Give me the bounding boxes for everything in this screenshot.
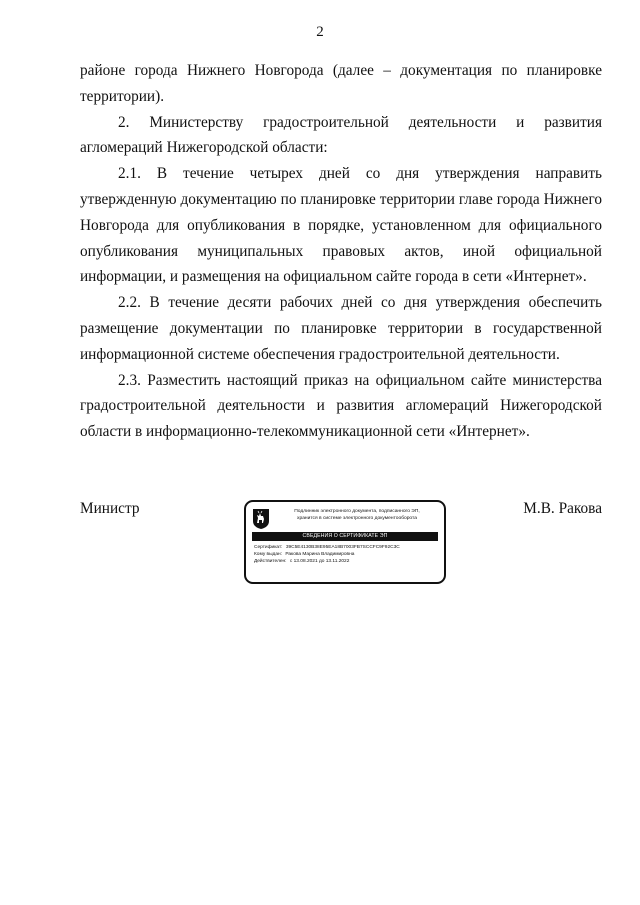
stamp-top bbox=[252, 508, 438, 530]
nizhny-novgorod-deer-emblem-icon bbox=[252, 508, 270, 530]
signatory-name: М.В. Ракова bbox=[523, 500, 602, 517]
paragraph-item-2-2: 2.2. В течение десяти рабочих дней со дня утверждения обеспечить размещение документации по планировке территории в государственной информационной системе обеспечения градостроительной деятельности. bbox=[80, 294, 602, 363]
document-body bbox=[80, 58, 602, 445]
stamp-header: СВЕДЕНИЯ О СЕРТИФИКАТЕ ЭП bbox=[252, 532, 438, 541]
paragraph-item-2-3: 2.3. Разместить настоящий приказ на официальном сайте министерства градостроительной деятельности и развития агломераций Нижегородской области в информационно-телекоммуникационной сети «Интернет». bbox=[80, 371, 602, 441]
paragraph-continuation: районе города Нижнего Новгорода (далее – документация по планировке территории). bbox=[80, 62, 602, 105]
certificate-value: 39C5E4130B38E95EA18B7003FB7SCCFC9F92C3C bbox=[285, 545, 400, 550]
stamp-details bbox=[254, 544, 440, 565]
stamp-note bbox=[276, 509, 438, 522]
stamp-row-validity bbox=[254, 558, 440, 565]
validity-label: Действителен: bbox=[254, 559, 287, 564]
stamp-row-issued-to bbox=[254, 551, 440, 558]
paragraph-item-2: 2. Министерству градостроительной деятельности и развития агломераций Нижегородской области: bbox=[80, 113, 602, 157]
stamp-row-certificate bbox=[254, 544, 440, 551]
stamp-note-line: Подлинник электронного документа, подписанного ЭП, bbox=[294, 509, 420, 514]
validity-value: с 13.08.2021 до 13.11.2022 bbox=[289, 559, 350, 564]
page-number: 2 bbox=[316, 24, 324, 40]
electronic-signature-stamp bbox=[244, 500, 446, 584]
issued-to-label: Кому выдан: bbox=[254, 552, 282, 557]
signatory-role: Министр bbox=[80, 500, 140, 517]
stamp-note-line: хранится в системе электронного документооборота bbox=[297, 515, 417, 521]
issued-to-value: Ракова Марина Владимировна bbox=[285, 552, 355, 557]
paragraph-item-2-1: 2.1. В течение четырех дней со дня утверждения направить утвержденную документацию по планировке территории главе города Нижнего Новгорода для опубликования в порядке, установленном для официального опубликования муниципальных правовых актов, иной официальной информации, и размещения на официальном сайте города в сети «Интернет». bbox=[80, 165, 602, 286]
certificate-label: Сертификат: bbox=[254, 545, 283, 550]
